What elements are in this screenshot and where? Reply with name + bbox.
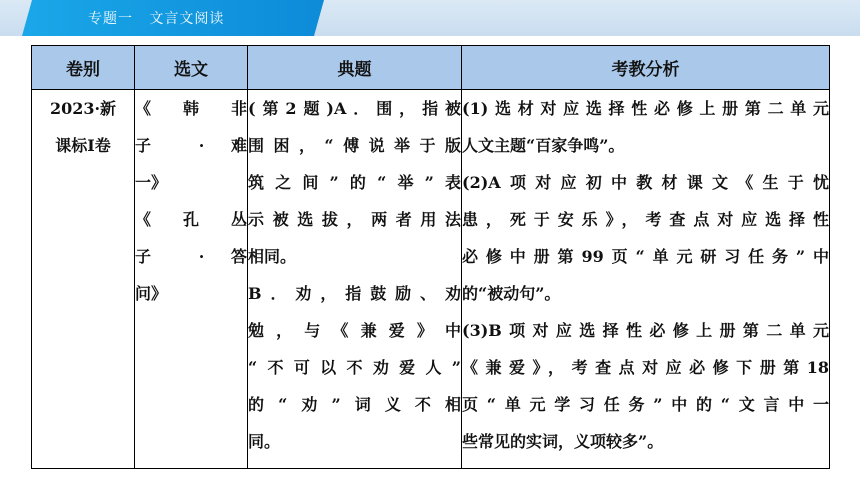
question-line: 勉，与《兼爱》中 bbox=[248, 321, 461, 340]
column-header-paper: 卷别 bbox=[32, 46, 135, 90]
analysis-line: 必修中册第99页“单元研习任务”中 bbox=[462, 247, 829, 266]
text-line: 一》 bbox=[135, 173, 168, 192]
question-line: B．劝，指鼓励、劝 bbox=[248, 284, 461, 303]
header-title: 专题一 文言文阅读 bbox=[88, 11, 225, 27]
analysis-line: 些常见的实词，义项较多”。 bbox=[462, 432, 664, 451]
analysis-line: (3)B项对应选择性必修上册第二单元 bbox=[462, 321, 829, 340]
question-line: 的“劝”词义不相 bbox=[248, 395, 461, 414]
analysis-line: 人文主题“百家争鸣”。 bbox=[462, 136, 625, 155]
text-line: 《 韩 非 bbox=[135, 99, 247, 118]
text-line: 子 · 答 bbox=[135, 247, 247, 266]
text-cell bbox=[135, 90, 248, 469]
question-line: 相同。 bbox=[248, 247, 297, 266]
text-line: 《 孔 丛 bbox=[135, 210, 247, 229]
analysis-cell bbox=[462, 90, 830, 469]
analysis-line: 《兼爱》，考查点对应必修下册第18 bbox=[462, 358, 829, 377]
analysis-line: 患，死于安乐》，考查点对应选择性 bbox=[462, 210, 829, 229]
column-header-text: 选文 bbox=[135, 46, 248, 90]
page-header bbox=[0, 0, 860, 36]
paper-line: 2023·新 bbox=[49, 99, 117, 118]
table-row bbox=[32, 90, 830, 469]
question-line: (第2题)A．围，指被 bbox=[248, 99, 461, 118]
question-line: 示被选拔，两者用法 bbox=[248, 210, 461, 229]
column-header-analysis: 考教分析 bbox=[462, 46, 830, 90]
question-line: “不可以不劝爱人” bbox=[248, 358, 461, 377]
question-line: 围困，“傅说举于版 bbox=[248, 136, 461, 155]
analysis-line: (1)选材对应选择性必修上册第二单元 bbox=[462, 99, 829, 118]
paper-cell bbox=[32, 90, 135, 469]
analysis-line: (2)A项对应初中教材课文《生于忧 bbox=[462, 173, 829, 192]
question-cell bbox=[248, 90, 462, 469]
text-line: 问》 bbox=[135, 284, 168, 303]
question-line: 筑之间”的“举”表 bbox=[248, 173, 461, 192]
text-line: 子 · 难 bbox=[135, 136, 247, 155]
exam-analysis-table bbox=[31, 45, 830, 469]
table-header-row bbox=[32, 46, 830, 90]
analysis-line: 页“单元学习任务”中的“文言中一 bbox=[462, 395, 829, 414]
question-line: 同。 bbox=[248, 432, 281, 451]
analysis-line: 的“被动句”。 bbox=[462, 284, 561, 303]
column-header-question: 典题 bbox=[248, 46, 462, 90]
paper-line: 课标Ⅰ卷 bbox=[55, 136, 111, 155]
